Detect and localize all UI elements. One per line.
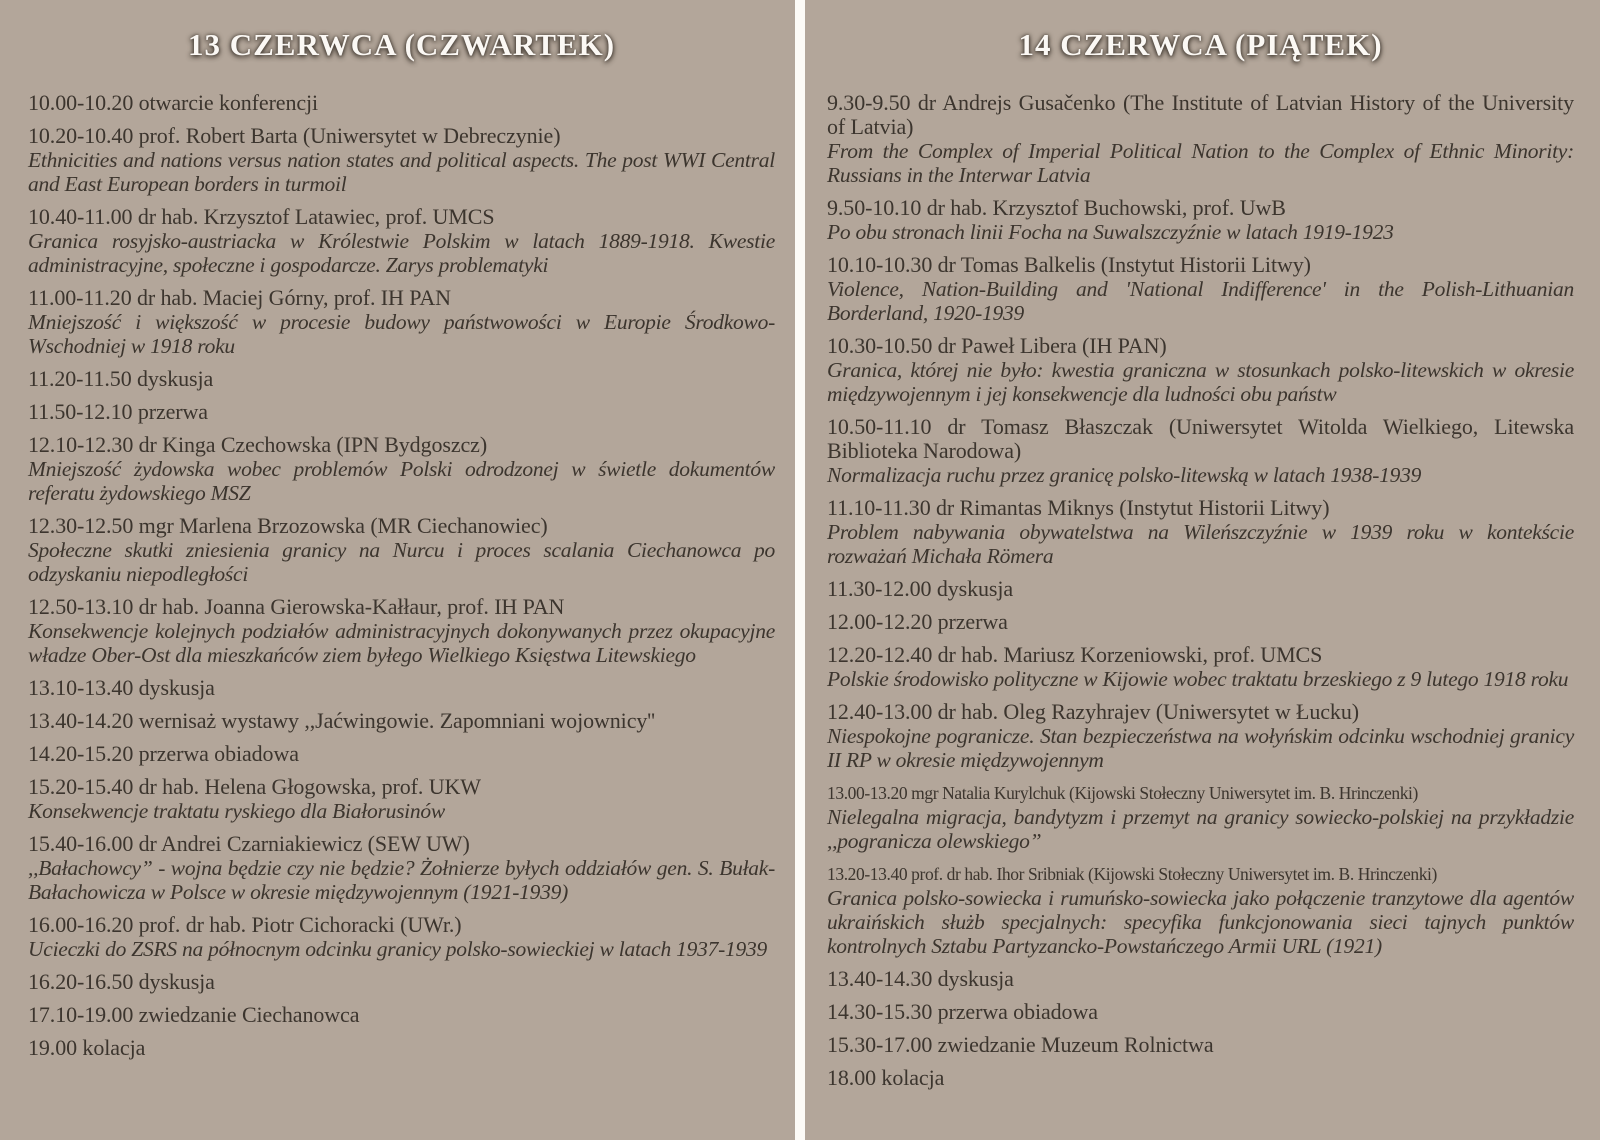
- entry-speaker-label: przerwa: [937, 609, 1008, 634]
- entry-head: [827, 196, 1574, 220]
- entry-paper-title: Granica, której nie było: kwestia graniczna w stosunkach polsko-litewskich w okresie międzywojennym i jej konsekwencje dla ludności obu państw: [827, 358, 1574, 406]
- entry-head: [827, 1033, 1574, 1057]
- entry-head: [28, 367, 775, 391]
- entry-time: 14.30-15.30: [827, 999, 933, 1024]
- entry-paper-title: Violence, Nation-Building and 'National Indifference' in the Polish-Lithuanian Borderland, 1920-1939: [827, 277, 1574, 325]
- day-title: 14 CZERWCA (PIĄTEK): [1018, 27, 1383, 62]
- entry-paper-title: Ethnicities and nations versus nation states and political aspects. The post WWI Central and East European borders in turmoil: [28, 148, 775, 196]
- schedule-entry: [28, 970, 775, 994]
- entry-time: 13.20-13.40: [827, 864, 908, 884]
- entry-head: [827, 577, 1574, 601]
- entry-speaker-label: prof. Robert Barta (Uniwersytet w Debreczynie): [138, 123, 561, 148]
- entry-speaker-label: mgr Marlena Brzozowska (MR Ciechanowiec): [138, 513, 548, 538]
- entry-speaker-label: wernisaż wystawy ,,Jaćwingowie. Zapomniani wojownicy'': [138, 708, 655, 733]
- entry-paper-title: Mniejszość żydowska wobec problemów Polski odrodzonej w świetle dokumentów referatu żydowskiego MSZ: [28, 457, 775, 505]
- entry-head: [827, 496, 1574, 520]
- entry-speaker-label: dr Paweł Libera (IH PAN): [937, 333, 1167, 358]
- entry-speaker-label: dr hab. Oleg Razyhrajev (Uniwersytet w Łucku): [937, 699, 1359, 724]
- schedule-list: [28, 91, 775, 1060]
- entry-head: [28, 400, 775, 424]
- entry-speaker-label: kolacja: [881, 1065, 945, 1090]
- entry-time: 16.00-16.20: [28, 912, 134, 937]
- entry-speaker-label: przerwa obiadowa: [138, 741, 299, 766]
- schedule-entry: [28, 1003, 775, 1027]
- entry-time: 11.20-11.50: [28, 366, 132, 391]
- entry-time: 19.00: [28, 1035, 78, 1060]
- entry-head: [28, 676, 775, 700]
- entry-time: 15.40-16.00: [28, 831, 134, 856]
- entry-time: 9.50-10.10: [827, 195, 922, 220]
- entry-speaker-label: dr Tomas Balkelis (Instytut Historii Litwy): [937, 252, 1311, 277]
- entry-time: 18.00: [827, 1065, 877, 1090]
- schedule-entry: [28, 91, 775, 115]
- entry-time: 10.40-11.00: [28, 204, 133, 229]
- schedule-entry: [28, 709, 775, 733]
- entry-speaker-label: dr Andrei Czarniakiewicz (SEW UW): [138, 831, 470, 856]
- schedule-entry: [827, 1033, 1574, 1057]
- entry-head: [28, 124, 775, 148]
- schedule-entry: [827, 496, 1574, 568]
- schedule-entry: [827, 643, 1574, 691]
- entry-paper-title: ,,Bałachowcy” - wojna będzie czy nie będzie? Żołnierze byłych oddziałów gen. S. Bułak-Bałachowicza w Polsce w okresie międzywojennym (1921-1939): [28, 856, 775, 904]
- schedule-entry: [827, 610, 1574, 634]
- entry-head: [28, 514, 775, 538]
- schedule-entry: [827, 781, 1574, 853]
- schedule-entry: [827, 196, 1574, 244]
- entry-head: [28, 205, 775, 229]
- schedule-entry: [827, 1000, 1574, 1024]
- entry-paper-title: Granica polsko-sowiecka i rumuńsko-sowiecka jako połączenie tranzytowe dla agentów ukraińskich służb specjalnych: specyfika funkcjonowania sieci tajnych punktów kontrolnych Sztabu Partyzancko-Powstańczego Armii URL (1921): [827, 886, 1574, 958]
- entry-head: [28, 709, 775, 733]
- entry-head: [28, 775, 775, 799]
- entry-time: 12.20-12.40: [827, 642, 933, 667]
- entry-time: 13.40-14.30: [827, 966, 933, 991]
- schedule-list: [827, 91, 1574, 1090]
- entry-time: 12.30-12.50: [28, 513, 134, 538]
- entry-time: 17.10-19.00: [28, 1002, 134, 1027]
- entry-time: 9.30-9.50: [827, 90, 911, 115]
- entry-speaker-label: prof. dr hab. Ihor Sribniak (Kijowski Stołeczny Uniwersytet im. B. Hrinczenki): [911, 864, 1437, 884]
- entry-head: [28, 832, 775, 856]
- entry-time: 15.20-15.40: [28, 774, 134, 799]
- entry-time: 13.10-13.40: [28, 675, 134, 700]
- entry-head: [827, 862, 1574, 886]
- entry-paper-title: Nielegalna migracja, bandytyzm i przemyt na granicy sowiecko-polskiej na przykładzie ,,pogranicza olewskiego”: [827, 805, 1574, 853]
- entry-speaker-label: dr hab. Krzysztof Latawiec, prof. UMCS: [137, 204, 495, 229]
- entry-paper-title: Normalizacja ruchu przez granicę polsko-litewską w latach 1938-1939: [827, 463, 1422, 487]
- entry-time: 10.00-10.20: [28, 90, 134, 115]
- entry-speaker-label: dyskusja: [138, 969, 215, 994]
- entry-paper-title: Mniejszość i większość w procesie budowy państwowości w Europie Środkowo-Wschodniej w 1918 roku: [28, 310, 775, 358]
- entry-speaker-label: otwarcie konferencji: [138, 90, 319, 115]
- entry-head: [28, 433, 775, 457]
- entry-speaker-label: zwiedzanie Muzeum Rolnictwa: [937, 1032, 1214, 1057]
- entry-speaker-label: dr hab. Mariusz Korzeniowski, prof. UMCS: [937, 642, 1323, 667]
- entry-speaker-label: dr hab. Joanna Gierowska-Kałłaur, prof. IH PAN: [138, 594, 565, 619]
- entry-head: [827, 781, 1574, 805]
- schedule-entry: [28, 775, 775, 823]
- entry-speaker-label: dr Andrejs Gusačenko (The Institute of Latvian History of the University of Latvia): [827, 90, 1574, 139]
- entry-head: [28, 91, 775, 115]
- schedule-entry: [827, 253, 1574, 325]
- entry-head: [827, 415, 1574, 463]
- schedule-entry: [28, 1036, 775, 1060]
- entry-head: [827, 643, 1574, 667]
- entry-head: [827, 610, 1574, 634]
- entry-head: [28, 742, 775, 766]
- entry-head: [827, 1066, 1574, 1090]
- entry-speaker-label: przerwa: [137, 399, 208, 424]
- entry-speaker-label: dr Tomasz Błaszczak (Uniwersytet Witolda Wielkiego, Litewska Biblioteka Narodowa): [827, 414, 1574, 463]
- entry-time: 11.00-11.20: [28, 285, 132, 310]
- schedule-entry: [827, 577, 1574, 601]
- entry-speaker-label: prof. dr hab. Piotr Cichoracki (UWr.): [138, 912, 462, 937]
- schedule-entry: [827, 862, 1574, 958]
- entry-head: [28, 286, 775, 310]
- schedule-entry: [827, 1066, 1574, 1090]
- entry-time: 10.30-10.50: [827, 333, 933, 358]
- schedule-entry: [827, 967, 1574, 991]
- entry-time: 14.20-15.20: [28, 741, 134, 766]
- entry-speaker-label: dr Rimantas Miknys (Instytut Historii Litwy): [936, 495, 1330, 520]
- schedule-entry: [827, 334, 1574, 406]
- entry-speaker-label: dr Kinga Czechowska (IPN Bydgoszcz): [138, 432, 488, 457]
- entry-paper-title: From the Complex of Imperial Political Nation to the Complex of Ethnic Minority: Russians in the Interwar Latvia: [827, 139, 1574, 187]
- entry-paper-title: Konsekwencje kolejnych podziałów administracyjnych dokonywanych przez okupacyjne władze Ober-Ost dla mieszkańców ziem byłego Wielkiego Księstwa Litewskiego: [28, 619, 775, 667]
- entry-time: 16.20-16.50: [28, 969, 134, 994]
- entry-speaker-label: dr hab. Helena Głogowska, prof. UKW: [138, 774, 481, 799]
- schedule-entry: [28, 124, 775, 196]
- page-gutter: [795, 0, 805, 1140]
- entry-head: [28, 913, 775, 937]
- entry-time: 10.20-10.40: [28, 123, 134, 148]
- entry-time: 12.50-13.10: [28, 594, 134, 619]
- entry-time: 13.00-13.20: [827, 783, 908, 803]
- entry-paper-title: Niespokojne pogranicze. Stan bezpieczeństwa na wołyńskim odcinku wschodniej granicy II RP w okresie międzywojennym: [827, 724, 1574, 772]
- day-page-friday: [805, 0, 1600, 1140]
- entry-paper-title: Ucieczki do ZSRS na północnym odcinku granicy polsko-sowieckiej w latach 1937-1939: [28, 937, 768, 961]
- entry-time: 10.50-11.10: [827, 414, 932, 439]
- day-title: 13 CZERWCA (CZWARTEK): [187, 27, 616, 62]
- entry-paper-title: Problem nabywania obywatelstwa na Wileńszczyźnie w 1939 roku w kontekście rozważań Michała Römera: [827, 520, 1574, 568]
- entry-paper-title: Granica rosyjsko-austriacka w Królestwie Polskim w latach 1889-1918. Kwestie administracyjne, społeczne i gospodarcze. Zarys problematyki: [28, 229, 775, 277]
- entry-time: 10.10-10.30: [827, 252, 933, 277]
- entry-paper-title: Społeczne skutki zniesienia granicy na Nurcu i proces scalania Ciechanowca po odzyskaniu niepodległości: [28, 538, 775, 586]
- schedule-entry: [28, 433, 775, 505]
- schedule-entry: [827, 91, 1574, 187]
- schedule-entry: [28, 286, 775, 358]
- entry-head: [827, 967, 1574, 991]
- schedule-entry: [28, 742, 775, 766]
- entry-head: [827, 253, 1574, 277]
- entry-head: [827, 700, 1574, 724]
- entry-speaker-label: zwiedzanie Ciechanowca: [138, 1002, 360, 1027]
- schedule-entry: [28, 595, 775, 667]
- entry-time: 11.30-12.00: [827, 576, 932, 601]
- schedule-entry: [28, 514, 775, 586]
- entry-time: 12.40-13.00: [827, 699, 933, 724]
- schedule-entry: [28, 676, 775, 700]
- entry-time: 12.00-12.20: [827, 609, 933, 634]
- entry-head: [827, 91, 1574, 139]
- entry-speaker-label: dr hab. Maciej Górny, prof. IH PAN: [137, 285, 451, 310]
- entry-time: 13.40-14.20: [28, 708, 134, 733]
- schedule-entry: [28, 832, 775, 904]
- entry-time: 15.30-17.00: [827, 1032, 933, 1057]
- entry-speaker-label: dr hab. Krzysztof Buchowski, prof. UwB: [926, 195, 1286, 220]
- entry-time: 11.10-11.30: [827, 495, 931, 520]
- schedule-entry: [827, 415, 1574, 487]
- entry-head: [28, 1036, 775, 1060]
- entry-head: [28, 595, 775, 619]
- entry-speaker-label: przerwa obiadowa: [937, 999, 1098, 1024]
- entry-speaker-label: dyskusja: [937, 966, 1014, 991]
- schedule-entry: [827, 700, 1574, 772]
- entry-head: [827, 334, 1574, 358]
- entry-time: 12.10-12.30: [28, 432, 134, 457]
- entry-speaker-label: kolacja: [82, 1035, 146, 1060]
- entry-head: [28, 970, 775, 994]
- schedule-entry: [28, 400, 775, 424]
- schedule-entry: [28, 913, 775, 961]
- entry-speaker-label: dyskusja: [138, 675, 215, 700]
- schedule-entry: [28, 367, 775, 391]
- day-page-thursday: [0, 0, 795, 1140]
- entry-head: [28, 1003, 775, 1027]
- entry-head: [827, 1000, 1574, 1024]
- entry-speaker-label: mgr Natalia Kurylchuk (Kijowski Stołeczny Uniwersytet im. B. Hrinczenki): [911, 783, 1418, 803]
- entry-paper-title: Konsekwencje traktatu ryskiego dla Białorusinów: [28, 799, 446, 823]
- schedule-entry: [28, 205, 775, 277]
- entry-speaker-label: dyskusja: [936, 576, 1014, 601]
- entry-speaker-label: dyskusja: [137, 366, 214, 391]
- entry-time: 11.50-12.10: [28, 399, 133, 424]
- entry-paper-title: Polskie środowisko polityczne w Kijowie wobec traktatu brzeskiego z 9 lutego 1918 roku: [827, 667, 1569, 691]
- entry-paper-title: Po obu stronach linii Focha na Suwalszczyźnie w latach 1919-1923: [827, 220, 1394, 244]
